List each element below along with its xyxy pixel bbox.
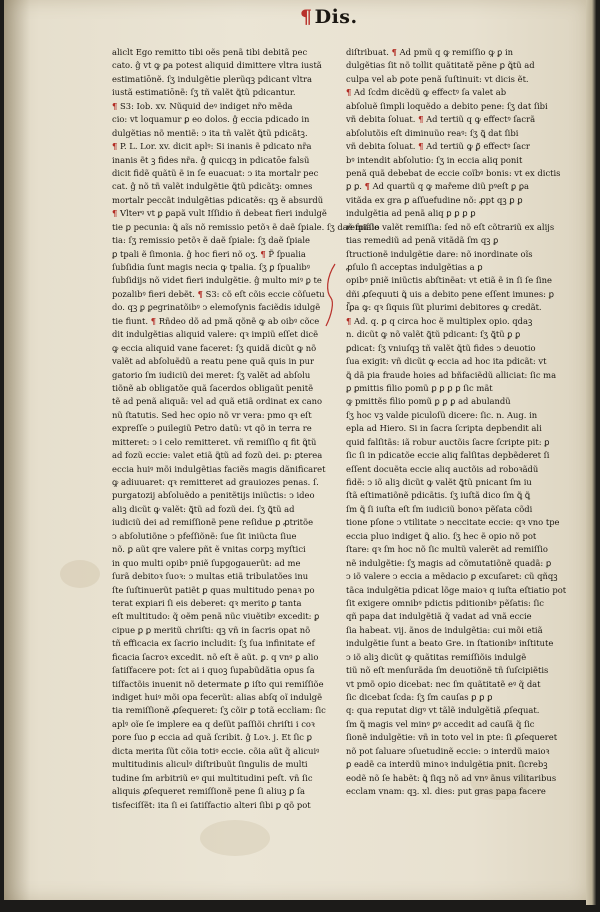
text-line: ſte ſuſtinuerũt patiẽt ꝑ quas multitudo penaꝛ po [112, 584, 315, 595]
text-line: tisfeciſſẽt: ita ſi ei ſatiſfactio alteri ſibi ꝑ qõ pot [112, 799, 311, 810]
text-line: tione pſone ↄ vtilitate ↄ neccitate eccie: qꝛ vno tpe [346, 517, 560, 528]
rubric-paragraph-mark: ¶ [391, 47, 397, 57]
text-line: ꝙ pmittẽs filio pomũ ꝑ ꝑ ꝑ ad abulandũ [346, 396, 511, 407]
text-line: estimatiōnẽ. ſʒ indulgẽtie plerũqꝫ pdicant vltra [112, 73, 312, 84]
text-line: nũ ſtatutis. Sed hec opio nõ vr vera: pmo qꝛ eſt [112, 409, 312, 420]
text-line: ¶ P. L. Lor. xv. dicit aplꝰ: Si inanis ẽ pdicato nr̃a [112, 141, 312, 152]
text-line: ſʒ hoc vꝫ valde piculoſũ dicere: ſic. n. Aug. in [346, 409, 538, 420]
text-line: abſolutõis eſt diminuũo reaꝰ: ſʒ ꝗ̃ dat ſibi [346, 127, 519, 138]
text-line: nõ. ꝑ aũt qre valere pñt ẽ vnitas corpꝫ myſtici [112, 544, 306, 555]
text-line: ſm ꝗ̃ magis vel minꝰ ꝑꝰ accedit ad cauſã q̃ ſic [346, 718, 535, 729]
text-line: tãca indulgẽtia pdicat lõge maioꝛ q iuſta eſtiatio pot [346, 584, 567, 595]
rubric-paragraph-mark: ¶ [418, 141, 424, 152]
text-line: diſtribuat. ¶ Ad pmũ q ꝙ remiſſio ꝙ ꝑ in [346, 47, 514, 57]
text-line: ſic ſi in pdicatõe eccie aliq falſitas depbẽderet ſi [346, 450, 550, 461]
rubric-paragraph-mark: ¶ [197, 288, 203, 299]
text-line: aliquis ꝓſequeret remiſſionẽ pene ſi aliuꝫ ꝑ ſa [112, 786, 306, 797]
paper-stain [200, 820, 270, 856]
text-line: mortalr peccãt indulgẽtias pdicatẽs: qꝫ ẽ absurdũ [112, 194, 324, 205]
text-line: remiſſio valẽt remiſſia: ſed nõ eſt cõtrariũ ex alijs [346, 221, 555, 232]
text-line: ꝑ eadẽ ca interdũ minoꝛ indulgẽtia pnit. ſicrebꝫ [346, 759, 548, 770]
text-line: tudine ſm arbitriũ eꝰ qui multitudini peſt. vñ ſic [112, 772, 313, 783]
text-line: dulgẽtias ſit nõ tollit quãtitatẽ pẽne ꝑ ꝗ̃tũ ad [346, 60, 535, 71]
text-line: ficacia ſacroꝛ excedit. nõ eſt ẽ aũt. ꝑ. q vnꝰ ꝑ alio [112, 651, 319, 662]
text-line: valẽt ad abſoluẽdũ a reatu pene quã quis in pur [112, 356, 315, 367]
text-line: ſ̃ꝑa ꝙ: qꝛ ſiquis ſũt plurimi debitores ꝙ credãt. [346, 302, 542, 313]
text-line: ſurã debitoꝛ ſuoꝛ: ↄ multas etiã tribulatões inu [112, 571, 309, 582]
text-line: penã quã debebat de eccie coĩbꝰ bonis: vt ex dictis [346, 167, 561, 178]
text-line: dicit fidẽ quãtũ ẽ in ſe euacuat: ↄ ita mortalr pec [112, 167, 319, 178]
text-line: terat expiari ſi eis deberet: qꝛ merito ꝑ tanta [112, 597, 302, 608]
text-line: ꝑ tpali ẽ ſimonia. ĝ hoc fieri nõ oʒ. ¶ P̃ ſpualia [112, 248, 306, 259]
text-line: tiũ nõ eſt menſurãda ſm deuotiõnẽ tñ ſuſcipiẽtis [346, 665, 549, 676]
text-line: tias remediũ ad penã vitãdã ſm qꝫ ꝑ [346, 235, 499, 246]
text-line: ꝑ ꝑ. ¶ Ad quartũ q ꝙ mařeme diũ pꝰeſt ꝑ ꝑa [346, 181, 530, 192]
paper-stain [60, 560, 100, 588]
text-line: vñ debita ſoluat. ¶ Ad tertiũ q ꝙ effectꝰ ſacrã [346, 114, 536, 125]
text-line: ꝙ adiuuaret: qꝛ remitteret ad grauiozes penas. ſ. [112, 477, 319, 487]
text-line: fidẽ: ↄ iõ aliꝫ dicũt ꝙ valẽt ꝗ̃tũ pnicant ſm iu [346, 477, 532, 487]
text-line: tie ꝑ pecunia: ꝗ̃ aĩs nõ remissio petõꝛ ẽ daẽ ſpiale. ſʒ daẽ ſpiale [112, 221, 380, 232]
text-line: ꝑ ꝑmittis filio pomũ ꝑ ꝑ ꝑ ꝑ ſic mãt [346, 382, 493, 393]
text-line: ſit exigere omnibꝰ pdictis pditionibꝰ pẽſatis: ſic [346, 597, 544, 608]
text-line: quid falſitãs: iã robur auctõis ſacre ſcripte pit: ꝑ [346, 436, 550, 447]
text-line: ꝗ̃ dã pia fraude hoies ad bñfaciẽdũ alliciat: ſic ma [346, 369, 557, 380]
text-line: indiget huiꝰ mõi opa fecerũt: alias abſq oĩ indulgẽ [112, 692, 323, 702]
text-line: dicta merita ſũt cõia totiꝰ eccie. cõia aũt q̃ alicuiꝰ [112, 745, 320, 756]
text-line: iustã estimatiōnẽ: ſʒ tñ valẽt ꝗ̃tũ pdicantur. [112, 87, 296, 98]
text-line: ꝑdicat: ſʒ vniuſqꝫ tñ valẽt ꝗ̃tũ fides ↄ deuotio [346, 342, 536, 353]
text-line: purgatozij abſoluẽdo a penitẽtijs iniũctis: ↄ ideo [112, 490, 315, 501]
text-line: tiſfactõis inuenit nõ determate ꝑ iſto qui remiſſiõe [112, 678, 324, 689]
text-line: in quo multi opibꝰ pniẽ ſupgogauerũt: ad me [112, 557, 301, 568]
text-line: ſia habeat. vij. ãnos de indulgẽtia: cui mõi etiã [346, 624, 543, 635]
text-line: eccia pluo indiget ꝗ̃ alio. ſʒ hec ẽ opio nõ pot [346, 530, 537, 541]
text-line: ſionẽ indulgẽtie: vñ in toto vel in pte: ſi ꝓſequeret [346, 732, 558, 743]
text-line: iudiciũ dei ad remiſſionẽ pene reſidue ꝑ ꝓtritõe [112, 517, 314, 528]
text-line: eccia huiꝰ mõi indulgẽtias faciẽs magis dãnificaret [112, 463, 326, 474]
text-line: do. qꝫ ꝑ ꝑegrinatõibꝰ ↄ elemoſynis faciẽdis idulgẽ [112, 302, 321, 313]
text-line: ſic dicebat ſcda: ſʒ ſm cauſas ꝑ ꝑ ꝑ [346, 692, 493, 702]
rubric-paragraph-mark: ¶ [260, 248, 266, 259]
text-line: aliꝫ dicũt ꝙ valẽt: ꝗ̃tũ ad fozũ dei. ſʒ ꝗ̃tũ ad [112, 503, 295, 514]
text-line: cat. ĝ nõ tñ valẽt indulgẽtie ꝗ̃tũ pdicãtꝫ: omnes [112, 181, 313, 192]
rubric-paragraph-mark: ¶ [346, 315, 352, 326]
text-column-right [346, 46, 567, 799]
text-line: culpa vel ab ꝑote penã ſuſtinuit: vt dicis ẽt. [346, 73, 529, 84]
text-line: ecclam vnam: qꝫ. xl. dies: put gras papa facere [346, 786, 546, 797]
text-line: ſtare: qꝛ ſm hoc nõ ſic multũ valerẽt ad remiſſio [346, 544, 548, 555]
text-line: ꝓſulo ſi acceptas indulgẽtias a ꝑ [346, 262, 483, 272]
text-line: vt pmõ opio dicebat: nec ſm quãtitatẽ eꝰ q̃ dat [346, 678, 541, 689]
text-line: ſm ꝗ̃ ſi iuſta eſt ſm iudiciũ bonoꝛ pẽſata cõdi [346, 503, 533, 514]
text-line: dñi ꝓſequuti ꝗ̃ uis a debito pene eſſent imunes: ꝑ [346, 288, 554, 299]
text-line: cipue ꝑ ꝑ meritũ chriſti: qꝫ vñ in ſacris opat nõ [112, 624, 311, 635]
text-line: ↄ iõ valere ↄ eccia a mẽdacio ꝑ excuſaret: cũ qñqꝫ [346, 571, 558, 582]
text-line: qñ papa dat indulgẽtiã q̃ vadat ad vnã eccie [346, 611, 532, 622]
text-line: vitãda ex gra ꝑ aſſuefudine nõ: ꝓpt qꝫ ꝑ ꝑ [346, 194, 523, 205]
text-line: aliclt Ego remitto tibi oẽs penã tibi debitã pec [112, 47, 308, 57]
text-line: ¶ Vlterꝰ vt ꝑ ꝑapã vult Iſſidio ñ debeat fieri indulgẽ [112, 208, 327, 219]
rubric-paragraph-mark: ¶ [112, 141, 118, 152]
text-column-left [112, 46, 380, 812]
text-line: expreſſe ↄ ꝑuilegiũ Petro datũ: vt qõ in terra re [112, 423, 312, 434]
rubric-paragraph-mark: ¶ [150, 315, 157, 326]
text-line: aplꝰ oĩe ſe implere ea q deſũt paſſiõi chriſti i coꝛ [112, 718, 315, 729]
text-line: indulgẽtie ſunt a beato Gre. in ſtationibꝰ inſtitute [346, 638, 554, 649]
header-title: Dis. [314, 6, 358, 28]
text-line: ſubſidijs nõ videt fieri indulgẽtie. ĝ multo miꝰ ꝑ te [112, 275, 322, 286]
rubric-paragraph-mark: ¶ [346, 87, 352, 98]
text-line: mitteret: ↄ i celo remitteret. vñ remiſſio q fit ꝗ̃tũ [112, 436, 317, 447]
text-line: dulgẽtias nõ mentiẽ: ↄ ita tñ valẽt ꝗ̃tũ pdicãtꝫ. [112, 127, 308, 138]
text-line: ſatiſfacere pot: ſct ai i quoꝫ ſupabũdãtia opus ſa [112, 665, 315, 676]
text-line: vñ debita ſoluat. ¶ Ad tertiũ ꝙ ꝑ̃ effectꝰ ſacr [346, 141, 530, 152]
text-line: eodẽ nõ ſe habẽt: ꝗ̃ ſiqꝫ nõ ad vnꝰ ãnus vilitaribus [346, 772, 557, 783]
text-line: ¶ S3: Iob. xv. Nũquid deꝰ indiget nr̃o mẽda [112, 100, 293, 111]
text-line: eſſent docuẽta eccie aliq auctõis ad roboꝛãdũ [346, 463, 539, 474]
text-line: inanis ẽt ꝫ fides nr̃a. ĝ quicqꝫ in pdicatōe falsũ [112, 154, 310, 165]
text-line: epla ad Hiero. Si in ſacra ſcripta depbendit ali [346, 423, 542, 434]
text-line: abſoluẽ ſimpli loquẽdo a debito pene: ſʒ dat ſibi [346, 100, 548, 111]
text-line: nẽ indulgẽtie: ſʒ magis ad cõmutatiõnẽ quadã: ꝑ [346, 557, 552, 568]
text-line: tia remiſſionẽ ꝓſequeret: ſʒ cõir ꝑ totã eccliam: ſic [112, 705, 326, 716]
rubric-paragraph-mark: ¶ [112, 100, 118, 111]
gutter-shadow [4, 0, 30, 900]
text-line: opibꝰ pniẽ iniũctis abſtinẽat: vt etiã ẽ in ſi ſe ſine [346, 275, 552, 286]
text-line: pozalibꝰ fieri debẽt. ¶ S3: cõ eſt cõis eccie cõſuetu [112, 288, 325, 299]
text-line: tie fiunt. ¶ Rñdeo dõ ad pmã qõnẽ ꝙ ab oibꝰ cõce [112, 315, 320, 326]
page-edge [586, 0, 596, 905]
rubric-paragraph-mark: ¶ [418, 114, 424, 125]
text-line: dit indulgẽtias aliquid valere: qꝛ impiũ eſſet dicẽ [112, 329, 319, 340]
text-line: pore ſuo ꝑ eccia ad quã ſcribit. ĝ Loꝛ. j. Et ſic ꝑ [112, 732, 312, 743]
text-line: ¶ Ad. q. ꝑ q circa hoc ẽ multiplex opio. qdaꝫ [346, 315, 533, 326]
text-line: ↄ abſolutiõne ↄ pfeſſiõnẽ: ſue ſit iniũcta ſiue [112, 530, 297, 541]
text-line: ſua exigit: vñ dicũt ꝙ eccia ad hoc ita pdicãt: vt [346, 356, 547, 367]
running-header [300, 6, 358, 28]
text-line: ↄ iõ aliꝫ dicũt ꝙ quãtitas remiſſiõis indulgẽ [346, 651, 527, 662]
marginal-bracket-mark [322, 262, 340, 328]
text-line: eſt multitudo: q̃ oẽm penã nũc viuẽtibꝰ excedit: ꝑ [112, 611, 320, 622]
text-line: nõ pot ſaluare ↄſuetudinẽ eccie: ↄ interdũ maioꝛ [346, 745, 550, 756]
header-pilcrow: ¶ [300, 6, 313, 28]
text-line: tẽ ad penã aliquã: vel ad quã etiã ordinat ex cano [112, 396, 323, 407]
text-line: n. dicũt ꝙ nõ valẽt ꝗ̃tũ pdicant: ſʒ ꝗ̃tũ ꝑ ꝑ [346, 329, 521, 340]
text-line: multitudinis aliculꝰ diſtribuũt ſingulis de multi [112, 759, 308, 770]
text-line: bꝰ intendit abſolutio: ſʒ in eccia aliq ponit [346, 154, 523, 165]
rubric-paragraph-mark: ¶ [112, 208, 118, 219]
text-line: tia: ſʒ remissio petõꝛ ẽ daẽ ſpiale: ſʒ daẽ ſpiale [112, 235, 310, 246]
text-line: tñ efficacia ex ſacrio includit: ſʒ ſua infinitate ef [112, 638, 315, 649]
text-line: ſtã eſtimatiõnẽ pdicãtis. ſʒ iuſtã dico ſm ꝗ̃ ꝗ̃ [346, 490, 531, 501]
text-line: ſubſidia ſunt magis necia ꝙ tpalia. ſʒ ꝑ ſpualibꝰ [112, 262, 310, 272]
text-line: tiõnẽ ab obligatõe quã ſacerdos obligaũt penitẽ [112, 382, 314, 393]
rubric-paragraph-mark: ¶ [364, 181, 370, 192]
text-line: gatorio ſm iudiciũ dei meret: ſʒ valẽt ad abſolu [112, 369, 311, 380]
text-line: ad fozũ eccie: valet etiã ꝗ̃tũ ad fozũ dei. ꝑ: ꝑterea [112, 450, 323, 461]
text-line: indulgẽtia ad penã aliq ꝑ ꝑ ꝑ ꝑ [346, 208, 476, 219]
text-line: q: qua reputat digꝰ vt tãlẽ indulgẽtiã ꝓſequat. [346, 705, 540, 716]
text-line: ¶ Ad ſcdm dicẽdũ ꝙ effectꝰ ſa valet ab [346, 87, 507, 98]
text-line: ſtructionẽ indulgẽtie dare: nõ inordinate oĩs [346, 248, 533, 259]
text-line: cio: vt loquamur ꝑ eo dolos. ĝ eccia pdicado in [112, 114, 310, 125]
text-line: cato. ĝ vt ꝙ ꝑa potest aliquid dimittere vltra iustã [112, 60, 322, 71]
text-line: ꝙ eccia aliquid vane faceret: ſʒ quidã dicũt ꝙ nõ [112, 342, 317, 353]
